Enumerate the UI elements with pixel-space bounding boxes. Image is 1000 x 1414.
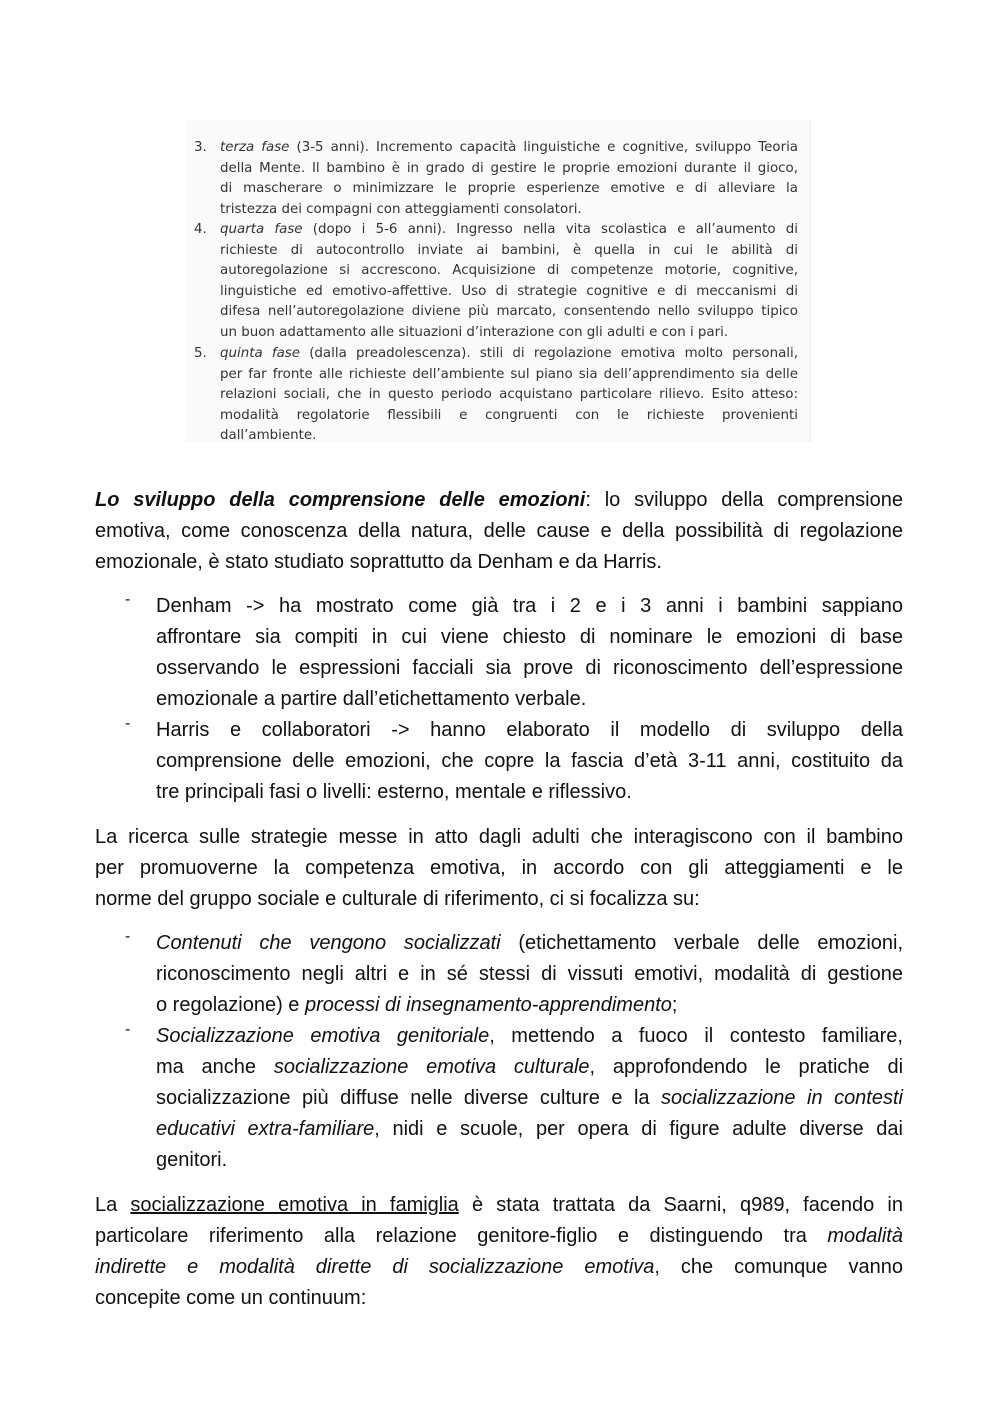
- text-line: tre principali fasi o livelli: esterno, mentale e riflessivo.: [156, 781, 632, 803]
- text-span: , che comunque vanno: [654, 1256, 903, 1278]
- italic-span: Contenuti che vengono socializzati: [156, 932, 501, 954]
- text-line: concepite come un continuum:: [95, 1287, 367, 1309]
- bullet-dash: -: [125, 1021, 131, 1038]
- text-line: osservando le espressioni facciali sia prove di riconoscimento dell’espressione: [156, 657, 903, 679]
- text-line: della Mente. Il bambino è in grado di gestire le proprie emozioni durante il gioco,: [220, 160, 798, 176]
- text-line: La ricerca sulle strategie messe in atto dagli adulti che interagiscono con il bambino: [95, 826, 903, 848]
- text-line: riconoscimento negli altri e in sé stessi di vissuti emotivi, modalità di gestione: [156, 963, 903, 985]
- italic-span: socializzazione emotiva culturale: [273, 1056, 590, 1078]
- text-span: , mettendo a fuoco il contesto familiare,: [489, 1025, 903, 1047]
- text-line: modalità regolatorie flessibili e congruenti con le richieste provenienti: [220, 407, 798, 423]
- text-line: norme del gruppo sociale e culturale di riferimento, ci si focalizza su:: [95, 888, 700, 910]
- italic-span: processi di insegnamento-apprendimento: [304, 994, 672, 1016]
- list-number: 3.: [194, 140, 207, 155]
- phase-label: terza fase: [220, 140, 290, 155]
- phase-label: quarta fase: [220, 222, 303, 237]
- text-line: emozionale, è stato studiato soprattutto da Denham e da Harris.: [95, 551, 662, 573]
- text-span: è stata trattata da Saarni, q989, facendo in: [458, 1194, 903, 1216]
- paragraph-ricerca: [95, 822, 903, 915]
- text-line: [156, 1114, 903, 1145]
- text-line: emozionale a partire dall’etichettamento verbale.: [156, 688, 587, 710]
- text-line: un buon adattamento alle situazioni d’interazione con gli adulti e con i pari.: [220, 324, 729, 340]
- text-line: relazioni sociali, che in questo periodo acquistano particolare rilievo. Esito atteso:: [220, 387, 798, 403]
- text-span: , approfondendo le pratiche di: [589, 1056, 904, 1078]
- scanned-excerpt: [186, 120, 811, 442]
- text-line: [156, 1052, 903, 1083]
- text-line: genitori.: [156, 1149, 228, 1171]
- text-line: [220, 344, 798, 365]
- text-line: [156, 990, 903, 1021]
- text-line: linguistiche ed emotivo-affettive. Uso di strategie cognitive e di meccanismi di: [220, 283, 798, 299]
- text-span: particolare riferimento alla relazione genitore-figlio e distinguendo tra: [95, 1225, 828, 1247]
- text-line: [156, 1083, 903, 1114]
- italic-span: indirette e modalità dirette di socializzazione emotiva: [95, 1256, 655, 1278]
- text-line: per far fronte alle richieste dell’ambiente sul piano sia dell’apprendimento sia delle: [220, 366, 798, 382]
- text-span: (dalla preadolescenza). stili di regolazione emotiva molto personali,: [300, 346, 798, 361]
- list-number: 5.: [194, 346, 207, 361]
- text-line: difesa nell’autoregolazione diviene più marcato, consentendo nello sviluppo tipico: [220, 304, 798, 320]
- bullet-dash: -: [125, 715, 131, 732]
- text-line: emotiva, come conoscenza della natura, delle cause e della possibilità di regolazione: [95, 520, 903, 542]
- text-line: [156, 928, 903, 959]
- italic-span: socializzazione in contesti: [661, 1087, 903, 1109]
- text-line: autoregolazione si accrescono. Acquisizione di competenze motorie, cognitive,: [220, 263, 798, 279]
- text-line: [95, 1190, 903, 1221]
- bullet-dash: -: [125, 591, 131, 608]
- text-line: tristezza dei compagni con atteggiamenti consolatori.: [220, 201, 582, 217]
- text-span: La: [95, 1194, 131, 1216]
- italic-span: educativi extra-familiare: [156, 1118, 375, 1140]
- text-span: ma anche: [156, 1056, 274, 1078]
- text-line: di mascherare o minimizzare le proprie esperienze emotive e di alleviare la: [220, 181, 798, 197]
- text-line: Harris e collaboratori -> hanno elaborato il modello di sviluppo della: [156, 719, 903, 741]
- italic-span: Socializzazione emotiva genitoriale: [156, 1025, 490, 1047]
- text-span: (dopo i 5-6 anni). Ingresso nella vita scolastica e all’aumento di: [302, 222, 798, 237]
- underlined-term: socializzazione emotiva in famiglia: [130, 1194, 459, 1216]
- text-line: richieste di autocontrollo inviate ai bambini, è quella in cui le abilità di: [220, 242, 798, 258]
- text-line: dall’ambiente.: [220, 428, 317, 444]
- list-number: 4.: [194, 222, 207, 237]
- text-line: [220, 220, 798, 241]
- text-line: [156, 1021, 903, 1052]
- text-span: (3-5 anni). Incremento capacità linguistiche e cognitive, sviluppo Teoria: [289, 140, 798, 155]
- text-line: [220, 138, 798, 159]
- text-span: , nidi e scuole, per opera di figure adulte diverse dai: [374, 1118, 903, 1140]
- section-heading: Lo sviluppo della comprensione delle emozioni: [95, 489, 586, 511]
- text-line: affrontare sia compiti in cui viene chiesto di nominare le emozioni di base: [156, 626, 903, 648]
- phase-label: quinta fase: [220, 346, 300, 361]
- text-span: ;: [671, 994, 678, 1016]
- text-line: comprensione delle emozioni, che copre la fascia d’età 3-11 anni, costituito da: [156, 750, 903, 772]
- text-line: [95, 1221, 903, 1252]
- italic-span: modalità: [827, 1225, 903, 1247]
- text-span: socializzazione più diffuse nelle diverse culture e la: [156, 1087, 662, 1109]
- bullet-dash: -: [125, 928, 131, 945]
- text-line: per promuoverne la competenza emotiva, in accordo con gli atteggiamenti e le: [95, 857, 903, 879]
- text-line: [95, 485, 903, 516]
- text-line: Denham -> ha mostrato come già tra i 2 e i 3 anni i bambini sappiano: [156, 595, 903, 617]
- text-span: o regolazione) e: [156, 994, 305, 1016]
- text-span: : lo sviluppo della comprensione: [585, 489, 903, 511]
- text-span: (etichettamento verbale delle emozioni,: [500, 932, 904, 954]
- paragraph-famiglia: [95, 1190, 903, 1314]
- paragraph-comprensione: [95, 485, 903, 578]
- text-line: [95, 1252, 903, 1283]
